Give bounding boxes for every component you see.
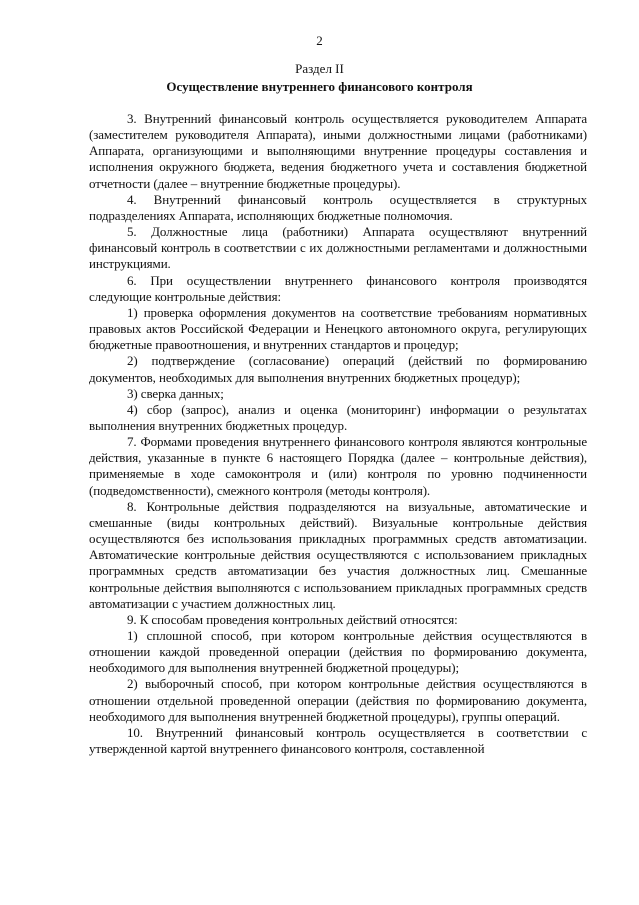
subitem-6-1: 1) проверка оформления документов на соответствие требованиям нормативных правовых актов Российской Федерации и Ненецкого автономного округа, регулирующих бюджетные правоотношения, и внутренних стандартов и процедур;: [89, 304, 587, 353]
section-title: Осуществление внутреннего финансового контроля: [166, 79, 473, 94]
subitem-6-3: 3) сверка данных;: [127, 385, 224, 401]
paragraph-item-5: 5. Должностные лица (работники) Аппарата осуществляют внутренний финансовый контроль в соответствии с их должностными регламентами и должностными инструкциями.: [89, 224, 587, 272]
paragraph-item-10: 10. Внутренний финансовый контроль осуществляется в соответствии с утвержденной картой внутреннего финансового контроля, составленной: [89, 724, 587, 757]
paragraph-item-8: 8. Контрольные действия подразделяются на визуальные, автоматические и смешанные (виды контрольных действий). Визуальные контрольные действия осуществляются без использования прикладных программных средств автоматизации. Автоматические контрольные действия осуществляются с использованием прикладных программных средств автоматизации без участия должностных лиц. Смешанные контрольные действия выполняются с использованием прикладных программных средств автоматизации с участием должностных лиц.: [89, 498, 587, 611]
section-label: Раздел II: [295, 61, 344, 76]
paragraph-item-3: 3. Внутренний финансовый контроль осуществляется руководителем Аппарата (заместителем руководителя Аппарата), иными должностными лицами (работниками) Аппарата, организующими и выполняющими внутренние процедуры составления и исполнения окружного бюджета, ведения бюджетного учета и составления бюджетной отчетности (далее – внутренние бюджетные процедуры).: [89, 111, 587, 191]
paragraph-item-7: 7. Формами проведения внутреннего финансового контроля являются контрольные действия, указанные в пункте 6 настоящего Порядка (далее – контрольные действия), применяемые в ходе самоконтроля и (или) контроля по уровню подчиненности (подведомственности), смежного контроля (методы контроля).: [89, 434, 587, 498]
body-text: [89, 111, 587, 757]
page-number: 2: [316, 33, 323, 48]
subitem-6-2: 2) подтверждение (согласование) операций (действий по формированию документов, необходимых для выполнения внутренних бюджетных процедур);: [89, 353, 587, 385]
subitem-6-4: 4) сбор (запрос), анализ и оценка (мониторинг) информации о результатах выполнения внутренних бюджетных процедур.: [89, 401, 587, 433]
paragraph-item-9: 9. К способам проведения контрольных действий относятся:: [127, 611, 458, 627]
paragraph-item-4: 4. Внутренний финансовый контроль осуществляется в структурных подразделениях Аппарата, исполняющих бюджетные полномочия.: [89, 191, 587, 223]
subitem-9-2: 2) выборочный способ, при котором контрольные действия осуществляются в отношении отдельной проведенной операции (действия по формированию документа, необходимого для выполнения внутренней бюджетной процедуры), группы операций.: [89, 676, 587, 724]
subitem-9-1: 1) сплошной способ, при котором контрольные действия осуществляются в отношении каждой проведенной операции (действия по формированию документа, необходимого для выполнения внутренней бюджетной процедуры);: [89, 628, 587, 676]
paragraph-item-6: 6. При осуществлении внутреннего финансового контроля производятся следующие контрольные действия:: [89, 272, 587, 304]
